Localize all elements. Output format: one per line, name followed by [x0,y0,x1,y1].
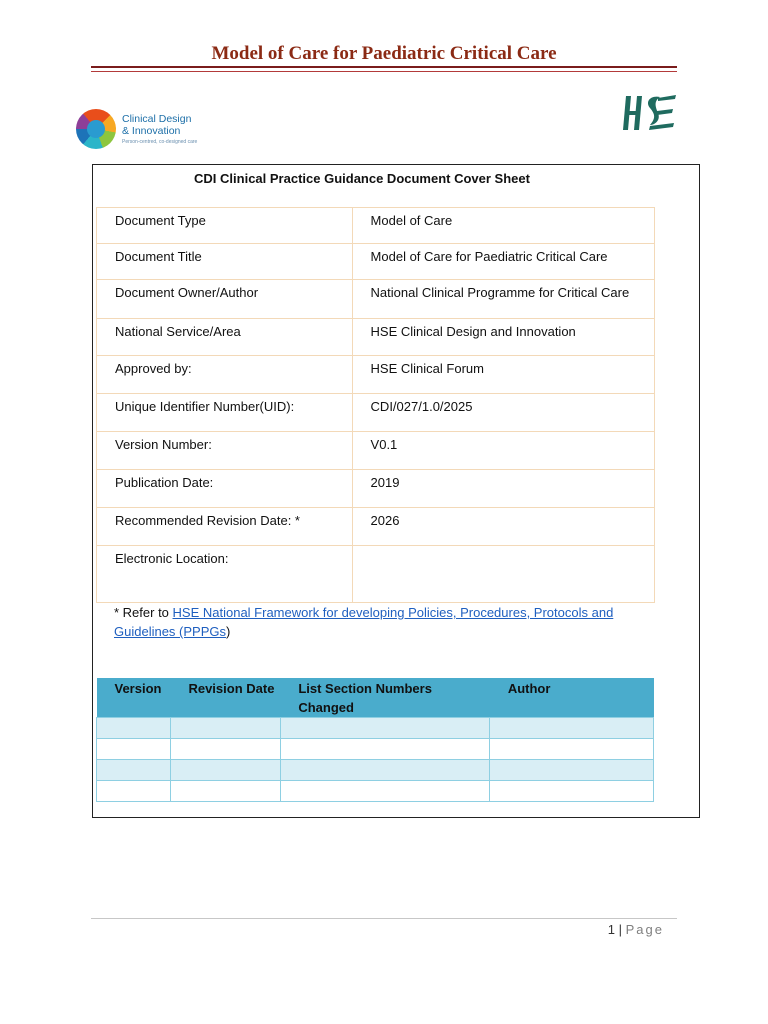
info-value: Model of Care for Paediatric Critical Care [352,244,654,280]
info-value: HSE Clinical Design and Innovation [352,319,654,356]
info-label: Approved by: [97,356,353,394]
info-value: 2019 [352,470,654,508]
info-row [97,319,655,356]
pppg-reference-note: * Refer to HSE National Framework for developing Policies, Procedures, Protocols and Guidelines (PPPGs) [114,605,614,639]
table-row [97,739,654,760]
document-info-table [96,207,655,603]
revision-history-table [96,678,654,802]
info-value: Model of Care [352,208,654,244]
info-row [97,280,655,319]
header-rule-thick [91,66,677,68]
table-row [97,760,654,781]
pppg-framework-link[interactable]: HSE National Framework for developing Policies, Procedures, Protocols and Guidelines (PPPGs [114,605,614,639]
cdi-logo [76,107,196,151]
info-label: Document Type [97,208,353,244]
info-label: Document Title [97,244,353,280]
header-rule-thin [91,71,677,72]
info-label: Unique Identifier Number(UID): [97,394,353,432]
info-label: National Service/Area [97,319,353,356]
col-header-section-numbers: List Section Numbers Changed [280,678,490,718]
info-value: National Clinical Programme for Critical Care [352,280,654,319]
info-row [97,546,655,603]
cdi-logo-center [87,120,105,138]
info-label: Version Number: [97,432,353,470]
page-number: 1 | Page [607,922,664,937]
info-value [352,546,654,603]
info-row [97,470,655,508]
info-row [97,394,655,432]
cdi-logo-tagline: Person-centred, co-designed care [122,139,198,145]
cdi-logo-text: Clinical Design & Innovation [122,113,192,137]
col-header-version: Version [97,678,171,718]
hse-logo [620,92,678,134]
info-value: V0.1 [352,432,654,470]
table-row [97,718,654,739]
info-label: Document Owner/Author [97,280,353,319]
info-value: 2026 [352,508,654,546]
table-row [97,781,654,802]
cover-sheet-title: CDI Clinical Practice Guidance Document Cover Sheet [194,171,530,186]
page-header-title: Model of Care for Paediatric Critical Care [211,43,557,64]
info-label: Publication Date: [97,470,353,508]
info-row [97,244,655,280]
info-row [97,356,655,394]
revision-header-row [97,678,654,718]
col-header-revision-date: Revision Date [170,678,280,718]
info-row [97,208,655,244]
info-row [97,508,655,546]
info-label: Recommended Revision Date: * [97,508,353,546]
col-header-author: Author [490,678,654,718]
footer-rule [91,918,677,919]
info-value: HSE Clinical Forum [352,356,654,394]
info-value: CDI/027/1.0/2025 [352,394,654,432]
info-row [97,432,655,470]
info-label: Electronic Location: [97,546,353,603]
